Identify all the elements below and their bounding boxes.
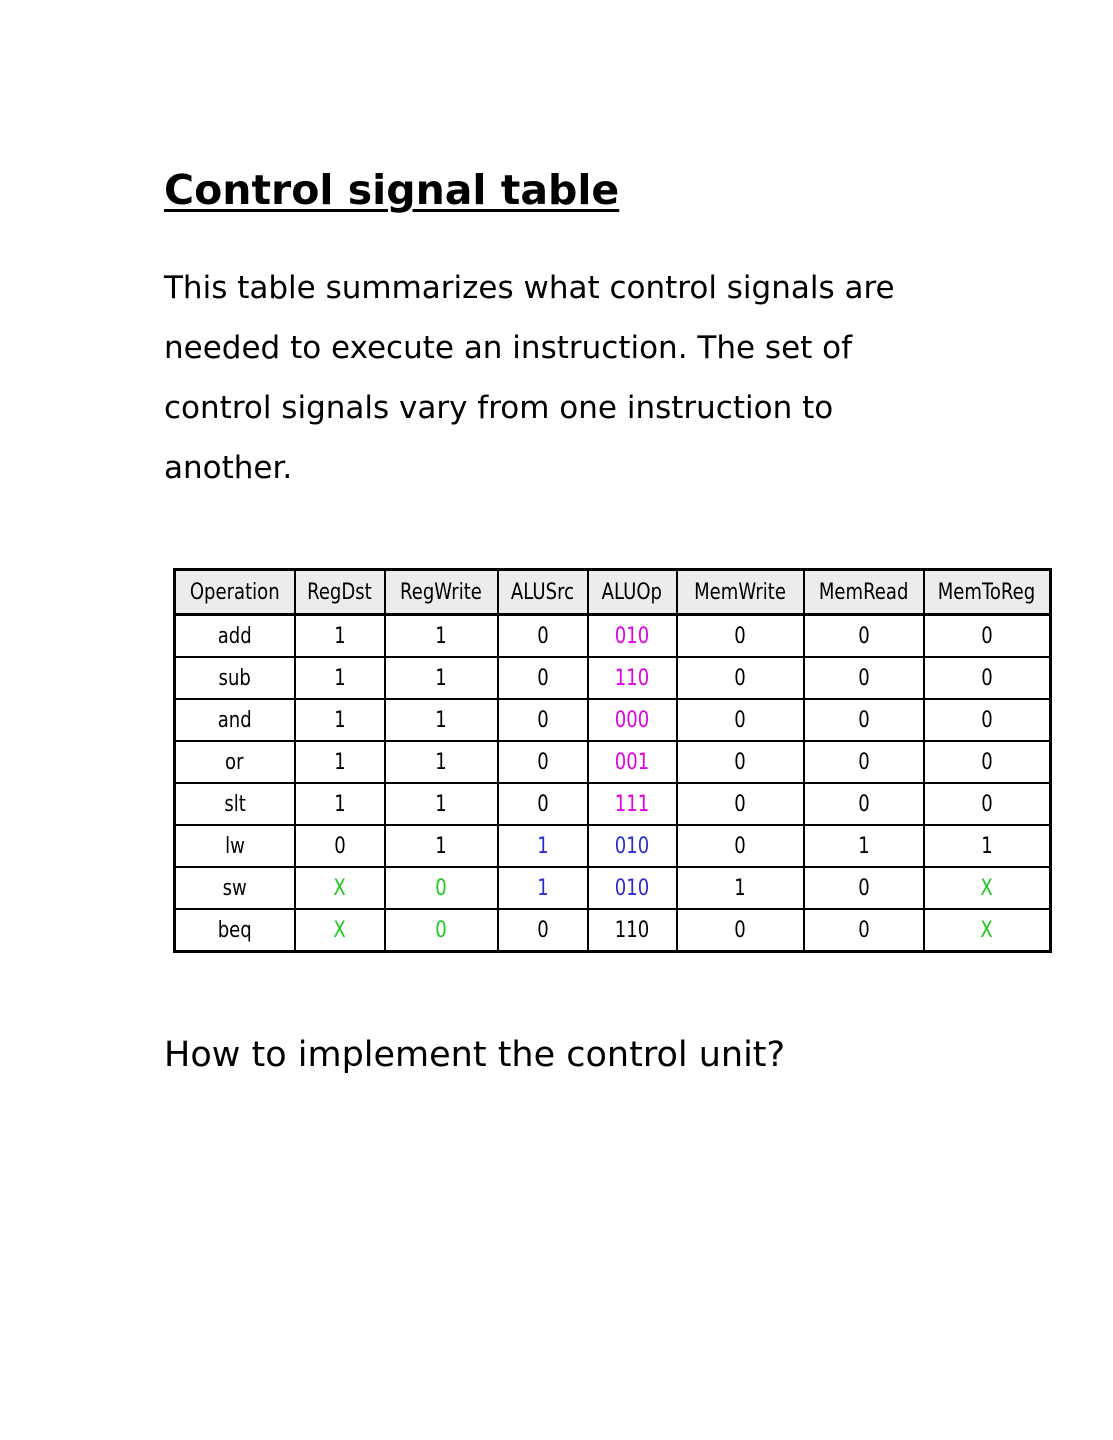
table-cell-regwrite [385,825,498,867]
table-cell-value: 0 [435,875,447,901]
table-cell-value: 110 [614,917,650,943]
table-cell-value: X [980,917,993,943]
table-cell-alusrc [498,615,588,658]
page-title: Control signal table [164,166,620,214]
table-cell-memwrite [677,615,804,658]
table-cell-value: 1 [981,833,993,859]
control-signal-table [173,568,1052,953]
column-header-aluop [588,570,677,615]
table-cell-value: 0 [734,917,746,943]
table-row [175,825,1051,867]
table-cell-operation [175,909,295,952]
table-cell-value: 0 [536,707,549,733]
table-cell-value: 001 [614,749,650,775]
table-cell-value: 0 [734,707,746,733]
table-cell-value: 0 [981,791,993,817]
table-row [175,867,1051,909]
table-cell-regdst [295,909,385,952]
table-cell-operation [175,867,295,909]
table-cell-aluop [588,825,677,867]
table-cell-memtoreg [924,615,1051,658]
column-header-alusrc [498,570,588,615]
table-cell-value: 1 [536,875,549,901]
table-cell-aluop [588,783,677,825]
table-cell-alusrc [498,909,588,952]
table-cell-value: 1 [435,791,447,817]
table-cell-aluop [588,909,677,952]
table-cell-regdst [295,657,385,699]
table-cell-regdst [295,825,385,867]
table-cell-value: 1 [333,665,346,691]
table-cell-memwrite [677,825,804,867]
table-cell-value: 0 [981,623,993,649]
table-cell-memread [804,867,924,909]
table-cell-memread [804,741,924,783]
table-cell-value: 111 [614,791,650,817]
table-cell-memwrite [677,909,804,952]
table-cell-alusrc [498,657,588,699]
table-cell-alusrc [498,699,588,741]
table-cell-operation [175,741,295,783]
table-cell-memtoreg [924,909,1051,952]
table-cell-value: X [333,875,346,901]
table-cell-value: 0 [857,707,870,733]
table-cell-memwrite [677,783,804,825]
table-cell-value: beq [217,917,252,943]
table-cell-memwrite [677,741,804,783]
table-cell-value: 0 [734,749,746,775]
table-row [175,615,1051,658]
table-cell-value: 000 [614,707,650,733]
table-cell-regwrite [385,909,498,952]
question-text: How to implement the control unit? [164,1035,786,1075]
column-header-operation [175,570,295,615]
table-row [175,909,1051,952]
table-cell-memread [804,699,924,741]
table-cell-memtoreg [924,657,1051,699]
table-cell-memread [804,615,924,658]
table-cell-operation [175,699,295,741]
table-cell-memwrite [677,657,804,699]
control-signal-table-container [173,568,1052,953]
table-cell-value: 1 [435,623,447,649]
table-cell-operation [175,825,295,867]
table-cell-value: 0 [435,917,447,943]
table-cell-value: and [217,707,252,733]
table-cell-memtoreg [924,867,1051,909]
table-cell-regwrite [385,867,498,909]
table-cell-value: 0 [536,917,549,943]
table-cell-value: 0 [981,707,993,733]
table-cell-value: 010 [614,875,650,901]
table-cell-value: 0 [734,623,746,649]
table-cell-value: 0 [536,749,549,775]
table-cell-aluop [588,699,677,741]
table-cell-operation [175,615,295,658]
table-cell-aluop [588,741,677,783]
table-header-row [175,570,1051,615]
table-cell-value: lw [224,833,245,859]
table-cell-regdst [295,741,385,783]
table-cell-memread [804,909,924,952]
column-header-label: Operation [189,579,280,605]
table-cell-memtoreg [924,825,1051,867]
table-cell-value: 0 [857,791,870,817]
table-cell-regwrite [385,615,498,658]
table-cell-value: 0 [734,833,746,859]
table-cell-value: 0 [536,665,549,691]
table-cell-value: 0 [857,665,870,691]
table-cell-value: 010 [614,623,650,649]
table-body [175,615,1051,952]
table-row [175,783,1051,825]
column-header-label: RegDst [307,579,372,605]
table-cell-memread [804,657,924,699]
table-cell-value: 0 [857,623,870,649]
table-cell-aluop [588,615,677,658]
table-cell-value: 1 [333,707,346,733]
table-cell-alusrc [498,783,588,825]
table-cell-value: 1 [734,875,746,901]
table-cell-alusrc [498,867,588,909]
table-cell-memwrite [677,867,804,909]
table-cell-value: 1 [333,791,346,817]
table-cell-value: 0 [734,791,746,817]
table-row [175,741,1051,783]
column-header-memwrite [677,570,804,615]
table-cell-value: 1 [435,749,447,775]
table-cell-regdst [295,615,385,658]
table-cell-operation [175,657,295,699]
table-cell-value: slt [223,791,246,817]
table-cell-value: 0 [536,623,549,649]
table-cell-value: 0 [857,749,870,775]
table-row [175,657,1051,699]
table-cell-memtoreg [924,699,1051,741]
table-cell-value: 1 [435,833,447,859]
table-cell-aluop [588,867,677,909]
column-header-label: ALUSrc [510,579,575,605]
table-row [175,699,1051,741]
table-cell-value: or [225,749,244,775]
table-cell-memread [804,783,924,825]
column-header-label: ALUOp [601,579,663,605]
table-cell-value: 0 [857,875,870,901]
table-cell-value: 1 [333,749,346,775]
table-cell-aluop [588,657,677,699]
table-cell-value: 1 [857,833,870,859]
table-cell-memtoreg [924,741,1051,783]
table-cell-value: 0 [536,791,549,817]
table-cell-value: add [217,623,252,649]
table-cell-alusrc [498,741,588,783]
column-header-memread [804,570,924,615]
table-cell-alusrc [498,825,588,867]
column-header-memtoreg [924,570,1051,615]
table-cell-memread [804,825,924,867]
table-cell-value: 0 [857,917,870,943]
table-cell-value: 0 [981,665,993,691]
intro-paragraph: This table summarizes what control signals are needed to execute an instruction. The set of control signals vary from one instruction to another. [164,270,895,486]
column-header-label: RegWrite [400,579,482,605]
table-cell-value: 110 [614,665,650,691]
table-cell-value: 0 [734,665,746,691]
table-cell-memwrite [677,699,804,741]
column-header-label: MemRead [818,579,909,605]
table-cell-value: sub [218,665,251,691]
table-cell-memtoreg [924,783,1051,825]
column-header-regwrite [385,570,498,615]
table-cell-regwrite [385,657,498,699]
table-cell-regwrite [385,783,498,825]
table-cell-regwrite [385,741,498,783]
table-cell-value: 0 [333,833,346,859]
table-cell-operation [175,783,295,825]
table-cell-regwrite [385,699,498,741]
table-cell-value: sw [222,875,247,901]
table-cell-value: 1 [536,833,549,859]
table-cell-value: X [333,917,346,943]
table-cell-regdst [295,699,385,741]
table-cell-regdst [295,783,385,825]
table-cell-regdst [295,867,385,909]
column-header-regdst [295,570,385,615]
table-cell-value: 0 [981,749,993,775]
table-cell-value: 1 [435,707,447,733]
column-header-label: MemToReg [937,579,1036,605]
table-cell-value: 1 [333,623,346,649]
table-cell-value: X [980,875,993,901]
column-header-label: MemWrite [694,579,786,605]
table-cell-value: 010 [614,833,650,859]
table-cell-value: 1 [435,665,447,691]
